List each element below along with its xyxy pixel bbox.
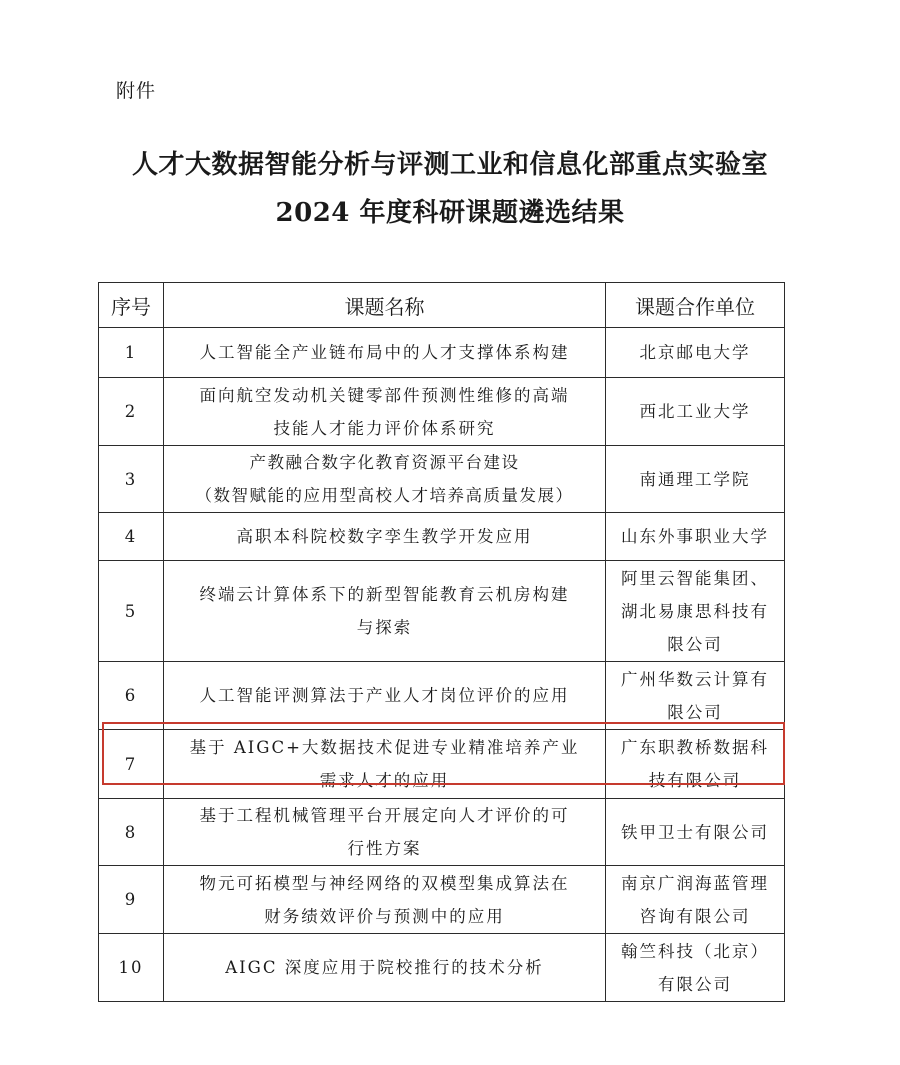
project-name-line: 人工智能评测算法于产业人才岗位评价的应用 <box>199 686 570 705</box>
document-title-line-2: 2024 年度科研课题遴选结果 <box>275 198 625 228</box>
table-row <box>99 561 785 662</box>
project-name <box>164 934 606 1002</box>
partner-unit-line: 铁甲卫士有限公司 <box>621 822 769 842</box>
results-table <box>98 282 785 1002</box>
project-name-line: 物元可拓模型与神经网络的双模型集成算法在 <box>199 873 570 893</box>
partner-unit-line: 技有限公司 <box>648 771 742 790</box>
project-name-line: 基于工程机械管理平台开展定向人才评价的可 <box>199 806 570 825</box>
project-name <box>164 378 606 446</box>
header-serial-number: 序号 <box>99 283 164 328</box>
row-number: 5 <box>99 561 164 662</box>
row-number: 2 <box>99 378 164 446</box>
row-number: 6 <box>99 662 164 730</box>
table-header-row <box>99 283 785 328</box>
partner-unit <box>606 328 785 378</box>
project-name-line: 与探索 <box>356 618 413 637</box>
project-name <box>164 799 606 866</box>
project-name-line: 面向航空发动机关键零部件预测性维修的高端 <box>199 385 570 405</box>
partner-unit <box>606 799 785 866</box>
row-number: 3 <box>99 446 164 513</box>
project-name <box>164 730 606 799</box>
partner-unit <box>606 934 785 1002</box>
project-name-line: AIGC 深度应用于院校推行的技术分析 <box>225 958 544 977</box>
project-name <box>164 561 606 662</box>
project-name-line: 财务绩效评价与预测中的应用 <box>264 906 505 926</box>
project-name-line: 需求人才的应用 <box>319 771 450 790</box>
project-name-line: 基于 AIGC+大数据技术促进专业精准培养产业 <box>189 738 580 757</box>
row-number: 7 <box>99 730 164 799</box>
partner-unit-line: 北京邮电大学 <box>639 343 751 362</box>
project-name <box>164 513 606 561</box>
project-name-line: 行性方案 <box>347 839 422 858</box>
partner-unit <box>606 662 785 730</box>
project-name-line: 高职本科院校数字孪生教学开发应用 <box>236 527 533 546</box>
partner-unit-line: 有限公司 <box>658 974 732 994</box>
project-name <box>164 866 606 934</box>
partner-unit-line: 西北工业大学 <box>639 402 751 421</box>
partner-unit-line: 限公司 <box>667 702 723 722</box>
partner-unit <box>606 446 785 513</box>
partner-unit-line: 南京广润海蓝管理 <box>621 873 769 893</box>
partner-unit-line: 广州华数云计算有 <box>621 669 769 689</box>
project-name <box>164 328 606 378</box>
table-row <box>99 513 785 561</box>
row-number: 1 <box>99 328 164 378</box>
row-number: 9 <box>99 866 164 934</box>
partner-unit <box>606 561 785 662</box>
table-row <box>99 446 785 513</box>
row-number: 8 <box>99 799 164 866</box>
project-name <box>164 662 606 730</box>
partner-unit-line: 限公司 <box>667 634 723 654</box>
partner-unit-line: 山东外事职业大学 <box>621 527 769 546</box>
table-row <box>99 934 785 1002</box>
partner-unit-line: 翰竺科技（北京） <box>621 941 769 961</box>
project-name-line: （数智赋能的应用型高校人才培养高质量发展） <box>195 486 574 505</box>
row-number: 10 <box>99 934 164 1002</box>
project-name-line: 终端云计算体系下的新型智能教育云机房构建 <box>199 585 570 604</box>
project-name <box>164 446 606 513</box>
table-row-highlighted <box>99 730 785 799</box>
table-row <box>99 378 785 446</box>
partner-unit <box>606 866 785 934</box>
header-project-name: 课题名称 <box>164 283 606 328</box>
project-name-line: 人工智能全产业链布局中的人才支撑体系构建 <box>199 343 570 362</box>
partner-unit-line: 广东职教桥数据科 <box>621 738 769 757</box>
document-title-line-1: 人才大数据智能分析与评测工业和信息化部重点实验室 <box>131 150 768 180</box>
partner-unit <box>606 378 785 446</box>
header-partner-unit: 课题合作单位 <box>606 283 785 328</box>
partner-unit-line: 咨询有限公司 <box>639 906 751 926</box>
partner-unit-line: 湖北易康思科技有 <box>621 601 769 621</box>
table-row <box>99 328 785 378</box>
row-number: 4 <box>99 513 164 561</box>
table-row <box>99 662 785 730</box>
partner-unit-line: 阿里云智能集团、 <box>621 568 769 588</box>
partner-unit <box>606 513 785 561</box>
project-name-line: 技能人才能力评价体系研究 <box>273 418 496 438</box>
attachment-label: 附件 <box>116 80 157 102</box>
partner-unit <box>606 730 785 799</box>
table-row <box>99 866 785 934</box>
project-name-line: 产教融合数字化教育资源平台建设 <box>249 453 520 472</box>
partner-unit-line: 南通理工学院 <box>639 469 751 489</box>
table-row <box>99 799 785 866</box>
